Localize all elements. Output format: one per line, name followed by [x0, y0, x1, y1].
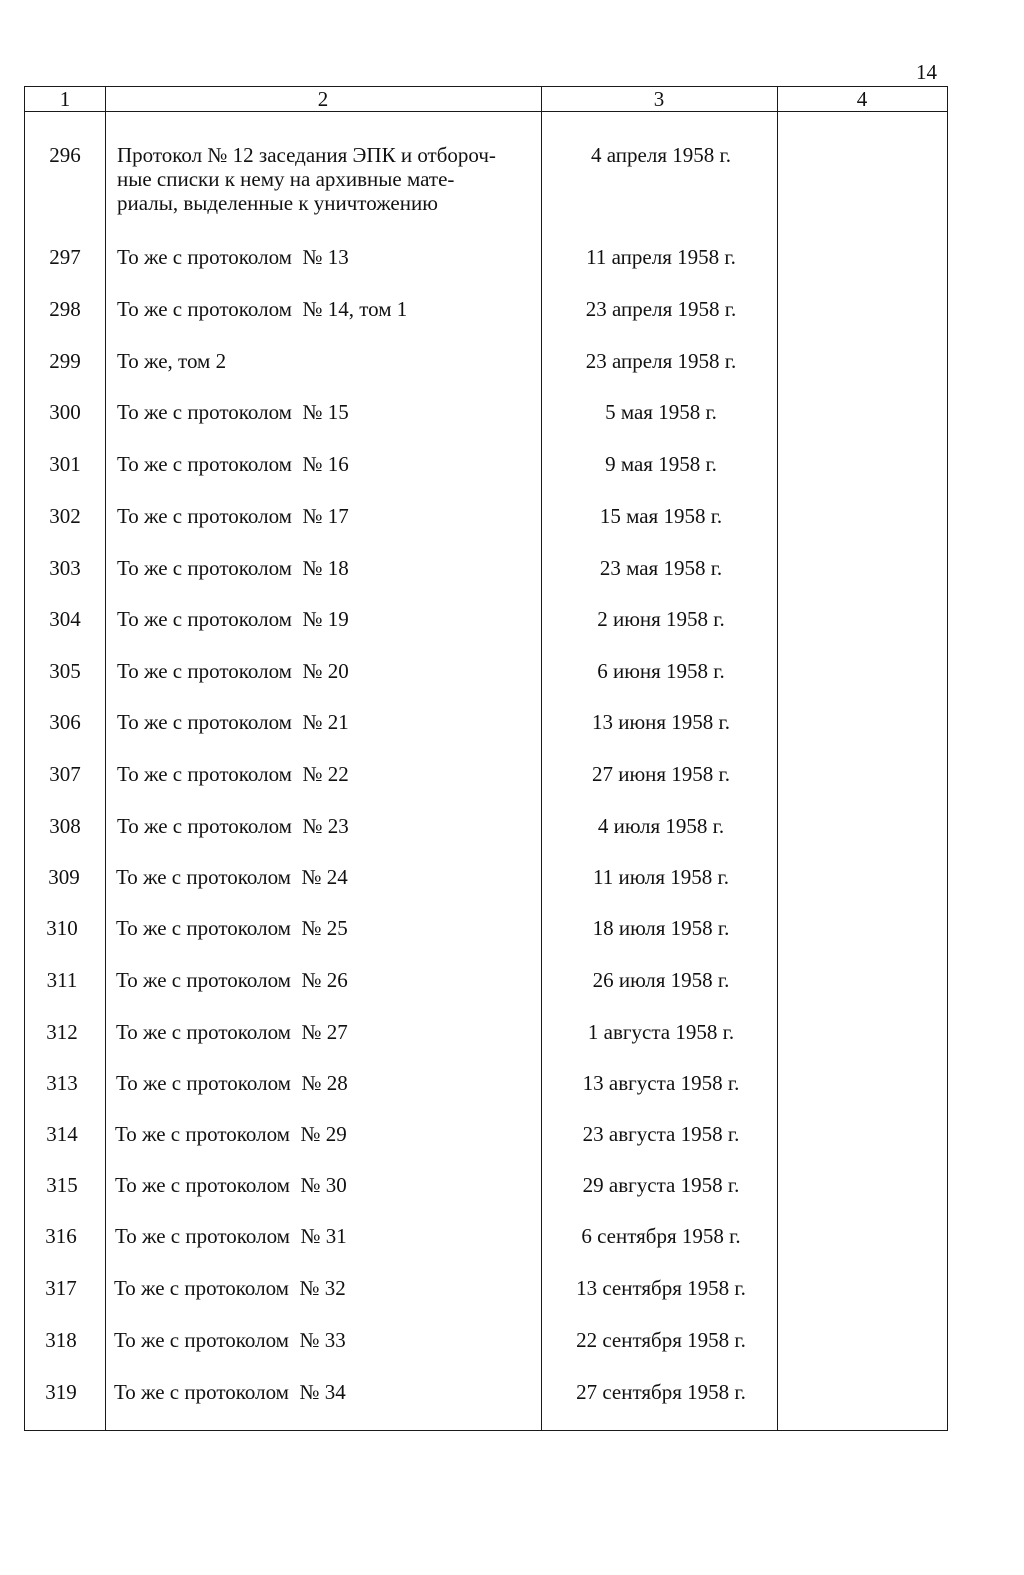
- column-header-1: 1: [59, 87, 71, 111]
- row-date: 6 июня 1958 г.: [597, 659, 725, 683]
- row-number: 315: [46, 1173, 78, 1197]
- row-number: 306: [49, 710, 81, 734]
- description-line: То же с протоколом № 21: [117, 710, 349, 734]
- row-date: 15 мая 1958 г.: [599, 504, 723, 528]
- row-date: 13 июня 1958 г.: [591, 710, 731, 734]
- description-line: То же с протоколом № 20: [117, 659, 349, 683]
- row-date: 11 апреля 1958 г.: [586, 245, 736, 269]
- description-line: ные списки к нему на архивные мате-: [117, 167, 455, 191]
- description-line: То же с протоколом № 27: [116, 1020, 348, 1044]
- description-line: То же с протоколом № 16: [117, 452, 349, 476]
- row-description: [114, 1328, 528, 1352]
- row-description: [116, 865, 530, 889]
- row-description: [114, 1276, 528, 1300]
- row-date: 23 апреля 1958 г.: [585, 349, 737, 373]
- description-line: То же с протоколом № 25: [116, 916, 348, 940]
- row-description: [116, 916, 530, 940]
- row-date: 26 июля 1958 г.: [592, 968, 730, 992]
- column-header-4: 4: [856, 87, 868, 111]
- row-date: 4 апреля 1958 г.: [591, 143, 731, 167]
- row-date: 13 августа 1958 г.: [582, 1071, 740, 1095]
- row-description: [117, 762, 531, 786]
- description-line: Протокол № 12 заседания ЭПК и отбороч-: [117, 143, 496, 167]
- row-number: 312: [46, 1020, 78, 1044]
- row-number: 319: [45, 1380, 77, 1404]
- row-date: 2 июня 1958 г.: [597, 607, 725, 631]
- row-number: 301: [49, 452, 81, 476]
- row-number: 298: [49, 297, 81, 321]
- description-line: То же с протоколом № 32: [114, 1276, 346, 1300]
- row-description: [117, 556, 531, 580]
- row-description: [117, 710, 531, 734]
- row-description: [116, 968, 530, 992]
- row-number: 300: [49, 400, 81, 424]
- row-number: 299: [49, 349, 81, 373]
- row-description: [117, 452, 531, 476]
- row-date: 23 мая 1958 г.: [599, 556, 723, 580]
- column-header-3: 3: [653, 87, 665, 111]
- row-date: 29 августа 1958 г.: [582, 1173, 740, 1197]
- row-number: 317: [45, 1276, 77, 1300]
- description-line: То же с протоколом № 30: [115, 1173, 347, 1197]
- row-description: [115, 1173, 529, 1197]
- description-line: То же, том 2: [117, 349, 227, 373]
- row-description: [116, 1071, 530, 1095]
- row-description: [117, 607, 531, 631]
- description-line: риалы, выделенные к уничтожению: [117, 191, 438, 215]
- row-description: [117, 143, 531, 215]
- description-line: То же с протоколом № 34: [114, 1380, 346, 1404]
- row-number: 297: [49, 245, 81, 269]
- row-number: 305: [49, 659, 81, 683]
- description-line: То же с протоколом № 24: [116, 865, 348, 889]
- row-date: 11 июля 1958 г.: [592, 865, 729, 889]
- description-line: То же с протоколом № 15: [117, 400, 349, 424]
- description-line: То же с протоколом № 33: [114, 1328, 346, 1352]
- row-date: 23 апреля 1958 г.: [585, 297, 737, 321]
- row-description: [115, 1122, 529, 1146]
- row-number: 311: [46, 968, 78, 992]
- row-number: 302: [49, 504, 81, 528]
- row-date: 18 июля 1958 г.: [592, 916, 730, 940]
- row-number: 318: [45, 1328, 77, 1352]
- description-line: То же с протоколом № 23: [117, 814, 349, 838]
- row-date: 5 мая 1958 г.: [605, 400, 717, 424]
- inventory-table: [24, 86, 948, 1431]
- row-description: [114, 1380, 528, 1404]
- column-divider: [777, 87, 778, 1430]
- row-description: [117, 349, 531, 373]
- description-line: То же с протоколом № 28: [116, 1071, 348, 1095]
- column-divider: [105, 87, 106, 1430]
- row-description: [116, 1020, 530, 1044]
- row-date: 9 мая 1958 г.: [605, 452, 717, 476]
- row-number: 316: [45, 1224, 77, 1248]
- row-number: 313: [46, 1071, 78, 1095]
- description-line: То же с протоколом № 14, том 1: [117, 297, 408, 321]
- column-divider: [541, 87, 542, 1430]
- row-description: [117, 814, 531, 838]
- row-date: 27 сентября 1958 г.: [576, 1380, 746, 1404]
- description-line: То же с протоколом № 26: [116, 968, 348, 992]
- row-date: 4 июля 1958 г.: [597, 814, 725, 838]
- row-number: 307: [49, 762, 81, 786]
- description-line: То же с протоколом № 29: [115, 1122, 347, 1146]
- row-number: 309: [48, 865, 80, 889]
- description-line: То же с протоколом № 31: [115, 1224, 347, 1248]
- row-description: [115, 1224, 529, 1248]
- row-date: 13 сентября 1958 г.: [576, 1276, 746, 1300]
- row-number: 304: [49, 607, 81, 631]
- row-number: 296: [49, 143, 81, 167]
- row-date: 22 сентября 1958 г.: [576, 1328, 746, 1352]
- row-number: 303: [49, 556, 81, 580]
- page-number: 14: [916, 60, 937, 84]
- column-header-2: 2: [317, 87, 329, 111]
- description-line: То же с протоколом № 13: [117, 245, 349, 269]
- description-line: То же с протоколом № 17: [117, 504, 349, 528]
- row-description: [117, 245, 531, 269]
- header-divider: [25, 111, 947, 112]
- row-date: 27 июня 1958 г.: [591, 762, 731, 786]
- description-line: То же с протоколом № 22: [117, 762, 349, 786]
- row-number: 308: [49, 814, 81, 838]
- description-line: То же с протоколом № 19: [117, 607, 349, 631]
- row-date: 6 сентября 1958 г.: [581, 1224, 741, 1248]
- row-description: [117, 504, 531, 528]
- row-date: 23 августа 1958 г.: [582, 1122, 740, 1146]
- row-description: [117, 400, 531, 424]
- row-number: 314: [46, 1122, 78, 1146]
- row-description: [117, 297, 531, 321]
- row-description: [117, 659, 531, 683]
- description-line: То же с протоколом № 18: [117, 556, 349, 580]
- row-number: 310: [46, 916, 78, 940]
- row-date: 1 августа 1958 г.: [587, 1020, 735, 1044]
